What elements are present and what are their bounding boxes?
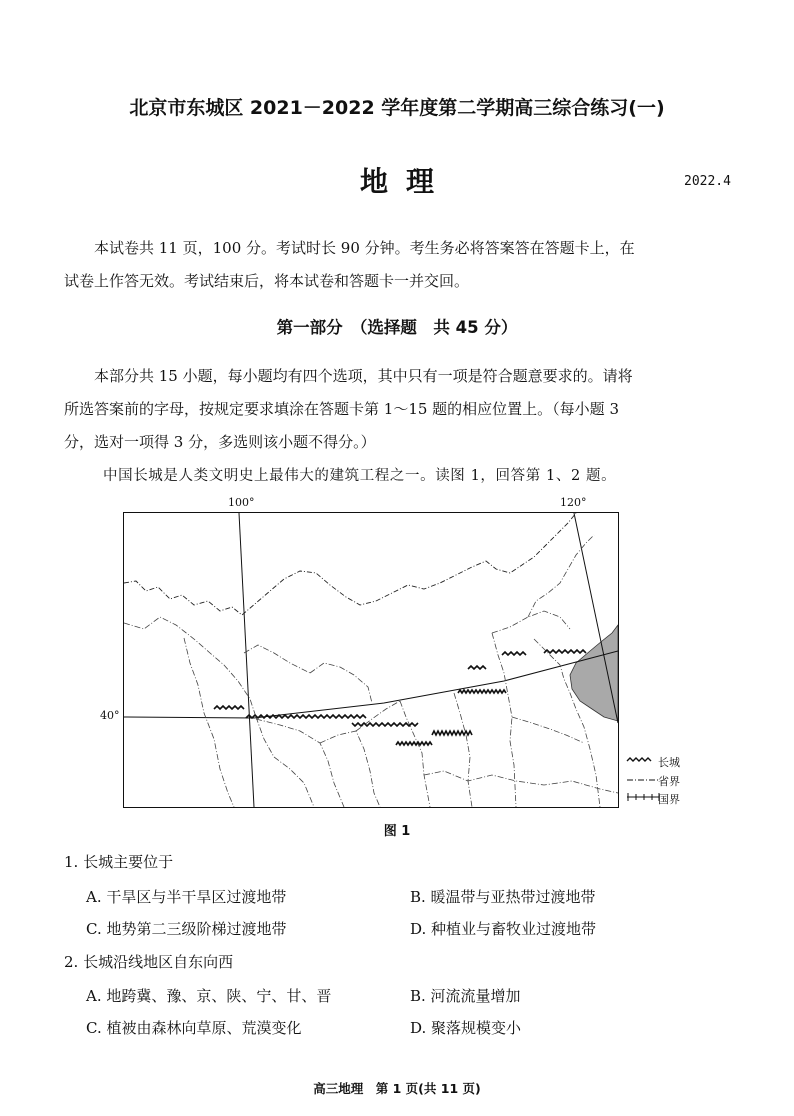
- question-1-option-d[interactable]: D. 种植业与畜牧业过渡地带: [410, 920, 597, 938]
- map-svg: [124, 513, 618, 807]
- exam-title: 北京市东城区 2021－2022 学年度第二学期高三综合练习(一): [129, 97, 665, 119]
- figure-1-map: [123, 512, 619, 808]
- question-1-stem: 1. 长城主要位于: [64, 853, 174, 871]
- meridian-100: [239, 513, 254, 807]
- bohai-sea: [570, 625, 618, 721]
- legend-national-symbol: [627, 793, 659, 801]
- question-2-stem: 2. 长城沿线地区自东向西: [64, 953, 234, 971]
- question-2-option-d[interactable]: D. 聚落规模变小: [410, 1019, 522, 1037]
- page-footer: 高三地理 第 1 页(共 11 页): [313, 1081, 481, 1096]
- figure-caption: 图 1: [383, 824, 411, 839]
- latitude-label-40: 40°: [100, 709, 120, 722]
- question-2-option-a[interactable]: A. 地跨冀、豫、京、陕、宁、甘、晋: [86, 987, 332, 1005]
- instructions-line-1: 本试卷共 11 页，100 分。考试时长 90 分钟。考生务必将答案答在答题卡上，在: [94, 239, 635, 257]
- exam-date: 2022.4: [684, 174, 731, 189]
- question-1-option-b[interactable]: B. 暖温带与亚热带过渡地带: [410, 888, 596, 906]
- question-2-option-b[interactable]: B. 河流流量增加: [410, 987, 521, 1005]
- part1-intro-line-1: 本部分共 15 小题，每小题均有四个选项，其中只有一项是符合题意要求的。请将: [94, 367, 633, 385]
- question-1-option-a[interactable]: A. 干旱区与半干旱区过渡地带: [86, 888, 287, 906]
- part1-heading: 第一部分 （选择题 共 45 分）: [276, 318, 518, 337]
- legend-label-province: 省界: [658, 775, 680, 788]
- question-1-option-c[interactable]: C. 地势第二三级阶梯过渡地带: [86, 920, 287, 938]
- national-boundary: [124, 513, 576, 615]
- legend-label-national: 国界: [658, 793, 680, 806]
- legend-label-great-wall: 长城: [658, 756, 680, 769]
- question-2-option-c[interactable]: C. 植被由森林向草原、荒漠变化: [86, 1019, 302, 1037]
- question-context: 中国长城是人类文明史上最伟大的建筑工程之一。读图 1，回答第 1、2 题。: [103, 468, 617, 484]
- subject-title: 地理: [359, 165, 452, 198]
- great-wall: [214, 650, 586, 745]
- instructions-line-2: 试卷上作答无效。考试结束后，将本试卷和答题卡一并交回。: [64, 272, 470, 290]
- legend-great-wall-symbol: [627, 758, 651, 761]
- part1-intro-line-2: 所选答案前的字母，按规定要求填涂在答题卡第 1～15 题的相应位置上。（每小题 3: [64, 400, 619, 418]
- part1-intro-line-3: 分，选对一项得 3 分，多选则该小题不得分。）: [64, 433, 376, 451]
- longitude-label-100: 100°: [228, 496, 255, 509]
- longitude-label-120: 120°: [560, 496, 587, 509]
